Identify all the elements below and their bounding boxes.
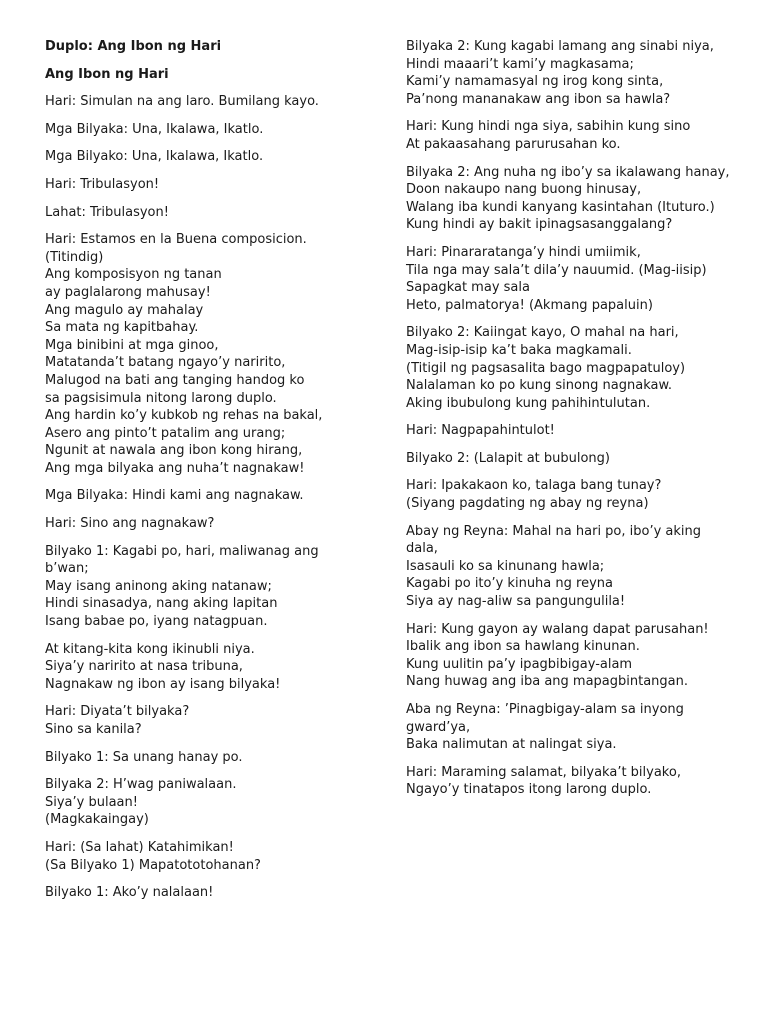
dialogue-line: Kung uulitin pa’y ipagbibigay-alam xyxy=(406,656,633,672)
dialogue-line: Hari: Kung hindi nga siya, sabihin kung sino xyxy=(406,119,691,135)
dialogue-line: Bilyako 1: Sa unang hanay po. xyxy=(45,749,243,765)
left-column-body xyxy=(45,93,365,902)
dialogue-line: Hari: Kung gayon ay walang dapat parusahan! xyxy=(406,621,709,637)
dialogue-line: Kami’y namamasyal ng irog kong sinta, xyxy=(406,74,664,90)
dialogue-line: Mag-isip-isip ka’t baka magkamali. xyxy=(406,342,632,358)
dialogue-paragraph xyxy=(406,621,736,691)
dialogue-paragraph xyxy=(406,523,736,611)
dialogue-line: Hindi sinasadya, nang aking lapitan xyxy=(45,596,278,612)
dialogue-paragraph xyxy=(45,515,365,533)
dialogue-line: Hari: Pinararatanga’y hindi umiimik, xyxy=(406,244,641,260)
dialogue-line: Hari: Sino ang nagnakaw? xyxy=(45,516,215,532)
dialogue-line: Nagnakaw ng ibon ay isang bilyaka! xyxy=(45,676,281,692)
dialogue-line: Siya’y naririto at nasa tribuna, xyxy=(45,659,243,675)
dialogue-line: Hari: Estamos en la Buena composicion. (Titindig) xyxy=(45,232,307,265)
dialogue-paragraph xyxy=(45,839,365,874)
dialogue-line: (Titigil ng pagsasalita bago magpapatuloy) xyxy=(406,360,686,376)
dialogue-line: May isang aninong aking natanaw; xyxy=(45,578,272,594)
dialogue-line: (Magkakaingay) xyxy=(45,812,149,828)
left-column xyxy=(45,38,365,912)
dialogue-line: Bilyako 1: Kagabi po, hari, maliwanag ang b’wan; xyxy=(45,543,319,577)
dialogue-paragraph xyxy=(45,93,365,111)
dialogue-paragraph xyxy=(45,176,365,194)
dialogue-line: Kagabi po ito’y kinuha ng reyna xyxy=(406,576,613,592)
dialogue-paragraph xyxy=(406,164,736,234)
dialogue-line: Heto, palmatorya! (Akmang papaluin) xyxy=(406,297,653,313)
dialogue-line: Ang mga bilyaka ang nuha’t nagnakaw! xyxy=(45,460,305,476)
dialogue-line: Ngunit at nawala ang ibon kong hirang, xyxy=(45,443,303,459)
dialogue-paragraph xyxy=(406,38,736,108)
dialogue-line: sa pagsisimula nitong larong duplo. xyxy=(45,390,277,406)
dialogue-line: Hari: (Sa lahat) Katahimikan! xyxy=(45,839,234,855)
dialogue-line: Bilyaka 2: Ang nuha ng ibo’y sa ikalawang hanay, xyxy=(406,164,730,180)
dialogue-line: Mga Bilyaka: Hindi kami ang nagnakaw. xyxy=(45,488,304,504)
dialogue-line: Bilyako 1: Ako’y nalalaan! xyxy=(45,885,214,901)
dialogue-paragraph xyxy=(406,477,736,512)
document-heading: Duplo: Ang Ibon ng Hari xyxy=(45,39,222,54)
dialogue-line: Mga binibini at mga ginoo, xyxy=(45,337,219,353)
dialogue-line: Mga Bilyaka: Una, Ikalawa, Ikatlo. xyxy=(45,121,264,137)
dialogue-line: Ang komposisyon ng tanan xyxy=(45,267,222,283)
dialogue-line: Bilyaka 2: H’wag paniwalaan. xyxy=(45,777,237,793)
dialogue-line: Tila nga may sala’t dila’y nauumid. (Mag-iisip) xyxy=(406,262,707,278)
dialogue-paragraph xyxy=(406,450,736,468)
dialogue-paragraph xyxy=(45,204,365,222)
dialogue-line: Baka nalimutan at nalingat siya. xyxy=(406,737,617,753)
dialogue-line: Walang iba kundi kanyang kasintahan (Ituturo.) xyxy=(406,199,715,215)
dialogue-line: Pa’nong mananakaw ang ibon sa hawla? xyxy=(406,91,671,107)
dialogue-line: Abay ng Reyna: Mahal na hari po, ibo’y aking dala, xyxy=(406,523,702,557)
dialogue-line: Aking ibubulong kung pahihintulutan. xyxy=(406,395,651,411)
dialogue-line: At kitang-kita kong ikinubli niya. xyxy=(45,641,255,657)
dialogue-line: Nalalaman ko po kung sinong nagnakaw. xyxy=(406,378,673,394)
dialogue-paragraph xyxy=(406,244,736,314)
dialogue-line: Hindi maaari’t kami’y magkasama; xyxy=(406,56,634,72)
right-column-body xyxy=(406,38,736,799)
dialogue-line: Hari: Tribulasyon! xyxy=(45,176,160,192)
dialogue-line: Sapagkat may sala xyxy=(406,280,530,296)
dialogue-paragraph xyxy=(45,884,365,902)
dialogue-line: At pakaasahang parurusahan ko. xyxy=(406,136,621,152)
dialogue-paragraph xyxy=(45,543,365,631)
dialogue-line: Nang huwag ang iba ang mapagbintangan. xyxy=(406,674,689,690)
dialogue-line: Siya’y bulaan! xyxy=(45,794,138,810)
dialogue-line: Bilyaka 2: Kung kagabi lamang ang sinabi niya, xyxy=(406,39,714,54)
dialogue-paragraph xyxy=(406,764,736,799)
dialogue-line: Bilyako 2: (Lalapit at bubulong) xyxy=(406,450,610,466)
dialogue-paragraph xyxy=(406,324,736,412)
dialogue-paragraph xyxy=(406,701,736,754)
dialogue-line: Lahat: Tribulasyon! xyxy=(45,204,169,220)
right-column xyxy=(406,38,736,809)
dialogue-paragraph xyxy=(45,703,365,738)
document-subheading: Ang Ibon ng Hari xyxy=(45,66,169,82)
dialogue-line: Hari: Nagpapahintulot! xyxy=(406,423,555,439)
dialogue-paragraph xyxy=(45,148,365,166)
dialogue-paragraph xyxy=(45,641,365,694)
dialogue-line: Hari: Ipakakaon ko, talaga bang tunay? xyxy=(406,478,662,494)
dialogue-line: Matatanda’t batang ngayo’y naririto, xyxy=(45,355,286,371)
dialogue-line: Siya ay nag-aliw sa pangungulila! xyxy=(406,594,626,610)
dialogue-line: Kung hindi ay bakit ipinagsasanggalang? xyxy=(406,217,673,233)
dialogue-line: Aba ng Reyna: ’Pinagbigay-alam sa inyong gward’ya, xyxy=(406,702,684,735)
dialogue-line: Malugod na bati ang tanging handog ko xyxy=(45,372,305,388)
dialogue-line: Isasauli ko sa kinunang hawla; xyxy=(406,558,605,574)
dialogue-paragraph xyxy=(406,422,736,440)
dialogue-line: Sino sa kanila? xyxy=(45,722,142,737)
dialogue-line: Asero ang pinto’t patalim ang urang; xyxy=(45,425,286,441)
dialogue-paragraph xyxy=(45,776,365,829)
dialogue-line: Ngayo’y tinatapos itong larong duplo. xyxy=(406,782,652,798)
dialogue-paragraph xyxy=(45,487,365,505)
dialogue-line: Ang hardin ko’y kubkob ng rehas na bakal, xyxy=(45,408,323,424)
dialogue-line: Sa mata ng kapitbahay. xyxy=(45,320,199,336)
dialogue-line: Ibalik ang ibon sa hawlang kinunan. xyxy=(406,639,640,655)
dialogue-line: Bilyako 2: Kaiingat kayo, O mahal na hari, xyxy=(406,325,679,341)
dialogue-line: (Sa Bilyako 1) Mapatototohanan? xyxy=(45,857,261,873)
dialogue-paragraph xyxy=(45,121,365,139)
dialogue-line: (Siyang pagdating ng abay ng reyna) xyxy=(406,496,649,512)
dialogue-line: Isang babae po, iyang natagpuan. xyxy=(45,614,268,630)
dialogue-line: Doon nakaupo nang buong hinusay, xyxy=(406,182,642,198)
dialogue-paragraph xyxy=(406,118,736,153)
dialogue-line: ay paglalarong mahusay! xyxy=(45,284,211,300)
dialogue-paragraph xyxy=(45,231,365,477)
dialogue-line: Hari: Simulan na ang laro. Bumilang kayo. xyxy=(45,94,319,110)
dialogue-line: Ang magulo ay mahalay xyxy=(45,302,204,318)
dialogue-line: Mga Bilyako: Una, Ikalawa, Ikatlo. xyxy=(45,149,264,165)
dialogue-line: Hari: Diyata’t bilyaka? xyxy=(45,704,190,720)
dialogue-line: Hari: Maraming salamat, bilyaka’t bilyako, xyxy=(406,764,681,780)
dialogue-paragraph xyxy=(45,749,365,767)
